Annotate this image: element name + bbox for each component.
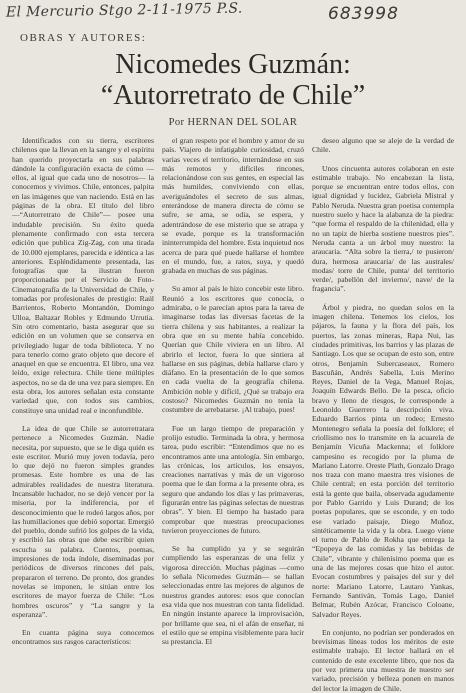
headline-line-2: “Autorretrato de Chile” [100, 80, 366, 111]
paragraph: En conjunto, no podrían ser ponderados en brevísimas líneas todos los méritos de este estimable trabajo. El lector hallará en el contenido de este excelente libro, que nos da por vez primera una muestra de nuestro ser variado, precisión y belleza ponen en manos del lector la imagen de Chile. [312, 627, 454, 693]
handwritten-source-note: El Mercurio Stgo 2-11-1975 P.S. [5, 0, 243, 21]
paragraph: La idea de que Chile se autorretratara pertenece a Nicomedes Guzmán. Nadie necesita, por supuesto, que se le diga quién es este escritor. Murió muy joven todavía, pero lo que dejó no fueron simples grandes promesas. Este hombre es una de las admirables realidades de nuestra literatura. Incansable luchador, no se dejó vencer por la miseria, por la indiferencia, por el desconocimiento que le rodeó largos años, por las humillaciones que debió soportar. Emergió del pueblo, donde sufrió los golpes de la vida, y escribió las obras que debe escribir quien escucha su palabra. Cuentos, poemas, impresiones de toda índole, diseminadas por periódicos de diversos rincones del país, prepararon el terreno. De pronto, dos grandes novelas se imponen, le sitúan entre los escritores de mayor fuerza de Chile: “Los hombres oscuros” y “La sangre y la esperanza”. [12, 423, 154, 619]
paragraph: el gran respeto por el hombre y amor de su país. Viajero de infatigable curiosidad, cruzó varias veces el territorio, internándose en sus más remotos y difíciles rincones, relacionándose con sus gentes, en especial las más humildes, conviviendo con ellas, averiguándoles el secreto de sus almas, enterándose de manera directa de cómo se sufre, se ama, se odia, se espera, y adentrándose de ese misterio que se atrapa y se evade, porque es la transformación ininterrumpida del hombre. Esta inquietud nos acerca de para qué puede hallarse el hombre en el mundo, fue, a ratos, suya, y quedó grabada en muchas de sus páginas. [162, 136, 304, 276]
paragraph: Identificados con su tierra, escritores chilenos que la llevan en la sangre y el espíritu han querido proyectarla en sus palabras dándole la configuración exacta de cómo —ellos, al igual que cada uno de nosotros— la conocemos y vivimos. Chile, entonces, palpita en las imágenes que van naciendo. Está en las páginas de la obra. El título del libro —“Autorretrato de Chile”— posee una indudable precisión. Su éxito queda plenamente confirmado con esta tercera edición que publica Zig-Zag, con una tirada de 10.000 ejemplares, parecida e idéntica a las anteriores. Espléndidamente presentada, las fotografías que la ilustran fueron proporcionadas por el Servicio de Foto-Cinematografía de la Universidad de Chile, y tomadas por profesionales de prestigio: Raúl Barrientos, Roberto Montandón, Domingo Ulloa, Baltazar Robles y Edmundo Urrutia. Sin otro comentario, basta asegurar que su edición en un volumen que se conserva en privilegiado lugar de toda biblioteca. Y no para tenerlo como grato objeto que decore el anaquel en que se encuentra. El libro, una vez leído, exige relectura. Chile tiene múltiples aspectos, no se da de una vez para siempre. En esta obra, los autores señalan esta constante variedad que, con todos sus cambios, constituye una unidad real e inconfundible. [12, 136, 154, 415]
paragraph: En cuanta página suya conocemos encontramos sus rasgos característicos: [12, 628, 154, 647]
headline-line-1: Nicomedes Guzmán: [115, 49, 351, 80]
archive-number: 683998 [328, 4, 399, 24]
paragraph: Se ha cumplido ya y se seguirán cumpliendo las esperanzas de una feliz y vigorosa dirección. Muchas páginas —como lo señala Nicomedes Guzmán— se hallan seleccionadas entre las mejores de algunos de nuestros grandes autores: esos que conocían esa vida que nos muestran con tanta fidelidad. En ningún instante aparece la improvisación, por brillante que sea, ni el afán de enseñar, ni el estilo que se empina visiblemente para lucir su prestancia. El [162, 544, 304, 647]
article-column-2 [162, 136, 304, 647]
article-column-1 [12, 136, 154, 647]
article-column-3 [312, 136, 454, 693]
paragraph: Árbol y piedra, no quedan solos en la imagen chilena. Tenemos los cielos, los pájaros, la fauna y la flora del país, los puertos, las zonas mineras, Rapa Nui, las ciudades primitivas, los barrios y las plazas de Santiago. Los que se ocupan de esto son, entre otros, Benjamín Subercaseaux, Romero Bascuñán, Andrés Sabella, Luis Merino Reyes, Daniel de la Vega, Manuel Rojas, Joaquín Edwards Bello. De la pesca, oficio bravo y lleno de riesgos, le corresponde a Leonoldo Guerrero la descripción viva. Eduardo Barrios pinta un rodeo; Ernesto Montenegro señala la poesía del folklore; el criollismo nos lo transmite en la acuarela de Benjamín Vicuña Mackenna; el folklore campesino es recogido por la pluma de Mariano Latorre. Oreste Plath, Gonzalo Drago nos traza con mano maestra tres visiones de Chile central; en esta porción del territorio está la gente que baila, observada agudamente por Pablo Garrido y Luis Durand; de los poetas populares, que se esconde, y en todo ese variado paisaje, Diego Muñoz, sintéticamente la vida y la obra. Luego viene el turno de Pablo de Rokha que entrega la “Epopeya de las comidas y las bebidas de Chile”, vibrante y chilenísimo poema que es una de las mejores cosas que hizo el autor. Evocan costumbres y paisajes del sur y del norte: Mariano Latorre, Lautaro Yankas, Fernando Santiván, Tomás Lago, Daniel Belmar, Rubén Azócar, Francisco Coloane, Salvador Reyes. [312, 302, 454, 619]
paragraph: deseo alguno que se aleje de la verdad de Chile. [312, 136, 454, 155]
paragraph: Fue un largo tiempo de preparación y prolijo estudio. Terminada la obra, y hermosa tarea, pudo escribir: “Entendimos que no es encontramos ante una antología. Sin embargo, las crónicas, los artículos, los ensayos, creaciones narrativas y más de un vigoroso poema que le dan forma a la presente obra, es seguro que andando los días y las primaveras, figurarán entre las páginas selectas de nuestras obras”. Y bien. El tiempo ha bastado para comprobar que nuestras preocupaciones tuvieron proyecciones de futuro. [162, 423, 304, 535]
paragraph: Unos cincuenta autores colaboran en este estimable trabajo. No encabezan la lista, porque se encuentran entre todos ellos, con igual dignidad y lucidez, Gabriela Mistral y Pablo Neruda. Nuestra gran poetisa contempla nuestro suelo y hace la alabanza de la piedra: “que forma el respaldo de la chilenidad, ella y no un tapiz de hierba sostiene nuestros pies”. Neruda canta a un árbol muy nuestro: la araucaria. “Alta sobre la tierra,/ te pusieron/ dura, hermosa araucaria/ de las australes/ modas/ torre de Chile, punta/ del territorio verde/, pabellón del invierno/, nave/ de la fragancia”. [312, 163, 454, 294]
byline: Por HERNAN DEL SOLAR [168, 117, 298, 128]
section-heading: OBRAS Y AUTORES: [20, 32, 147, 44]
paragraph: Su amor al país le hizo concebir este libro. Reunió a los escritores que conocía, o admiraba, o le parecían aptos para la tarea de imaginarse todas las diversas facetas de la tierra chilena y sus habitantes, a realizar la obra que en su mente había concebido. Querían que Chile viviera en un libro. Al abrirlo el lector, fuera lo que sintiera al hallarse en sus páginas, debía hallarse claro y diáfano. En la presentación de lo que somos en cada vuelta de la geografía chilena. Ambición noble y difícil, ¿Qué se trabajo era costoso? Nicomedes Guzmán no tenía la costumbre de arrebatarse. ¡Al trabajo, pues! [162, 284, 304, 415]
